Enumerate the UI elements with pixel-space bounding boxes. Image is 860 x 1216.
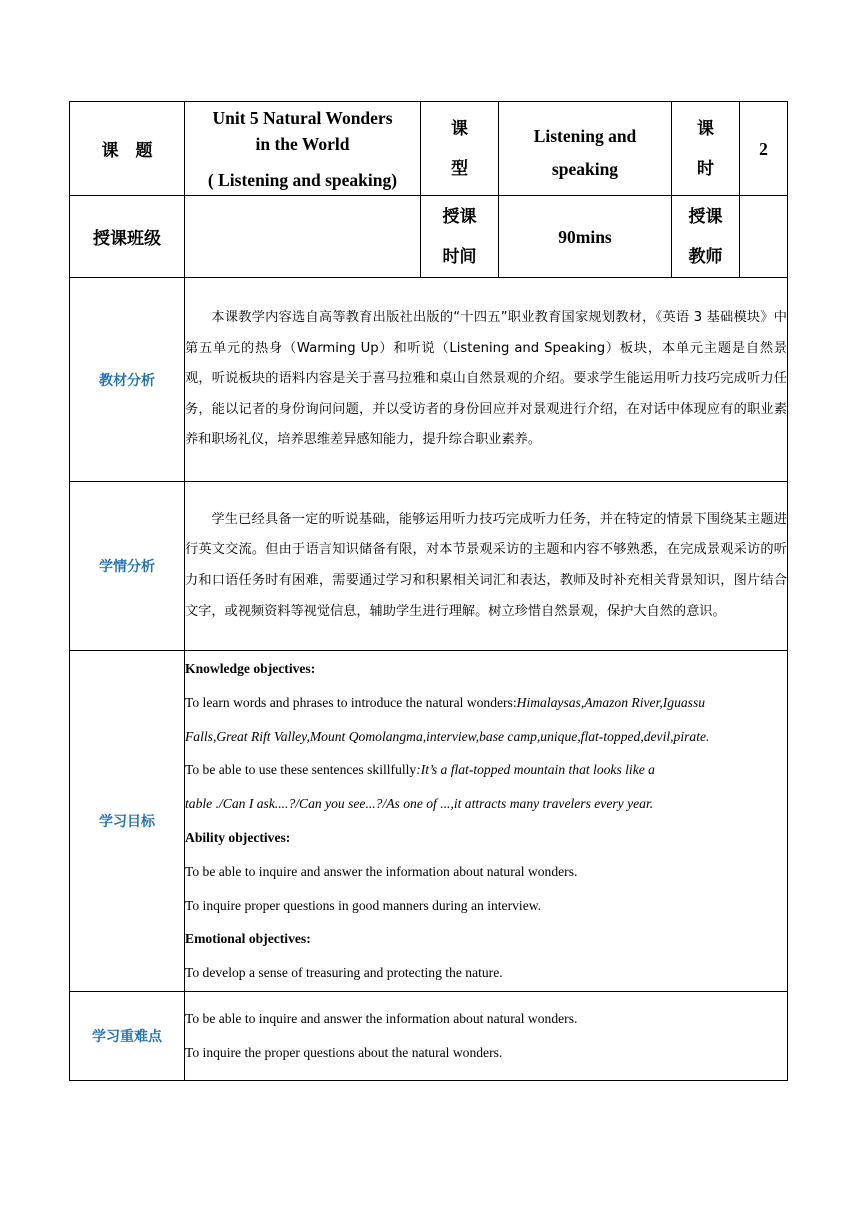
ability-line-2: To inquire proper questions in good manners during an interview. bbox=[185, 897, 542, 913]
k2-sentences-a: :It’s a flat-topped mountain that looks like a bbox=[416, 762, 655, 778]
objectives-label: 学习目标 bbox=[70, 651, 185, 992]
ability-line-1: To be able to inquire and answer the information about natural wonders. bbox=[185, 863, 578, 879]
hours-label-cell bbox=[672, 102, 740, 196]
textbook-label: 教材分析 bbox=[70, 278, 185, 482]
topic-label: 课 题 bbox=[70, 102, 185, 196]
type-value-1: Listening and bbox=[533, 125, 637, 146]
k1-words-b: Falls,Great Rift Valley,Mount Qomolangma,interview,base camp,unique,flat-topped,devil,pirate. bbox=[185, 728, 710, 744]
students-label: 学情分析 bbox=[70, 482, 185, 651]
time-label-2: 时间 bbox=[442, 246, 477, 267]
knowledge-line-2 bbox=[185, 720, 787, 754]
knowledge-line-1 bbox=[185, 686, 787, 720]
type-value-2: speaking bbox=[551, 158, 619, 179]
row-key-points bbox=[70, 992, 788, 1081]
key-point-1: To be able to inquire and answer the information about natural wonders. bbox=[185, 1011, 578, 1027]
teacher-label-1: 授课 bbox=[688, 206, 723, 227]
k2-prefix: To be able to use these sentences skillfully bbox=[185, 762, 417, 778]
textbook-text: 本课教学内容选自高等教育出版社出版的“十四五”职业教育国家规划教材，《英语 3 基础模块》中第五单元的热身（Warming Up）和听说（Listening and Speaking）板块，本单元主题是自然景观，听说板块的语料内容是关于喜马拉雅和桌山自然景观的介绍。要求学生能运用听力技巧完成听力任务，能以记者的身份询问问题，并以受访者的身份回应并对景观进行介绍，在对话中体现应有的职业素养和职场礼仪，培养思维差异感知能力，提升综合职业素养。 bbox=[185, 310, 787, 448]
row-class bbox=[70, 196, 788, 278]
knowledge-line-4 bbox=[185, 787, 787, 821]
topic-title-line3: ( Listening and speaking) bbox=[207, 169, 398, 190]
hours-label-2: 时 bbox=[697, 158, 714, 179]
emotional-heading: Emotional objectives: bbox=[185, 931, 311, 947]
textbook-analysis bbox=[185, 278, 788, 482]
time-label-1: 授课 bbox=[442, 206, 477, 227]
k1-prefix: To learn words and phrases to introduce the natural wonders: bbox=[185, 694, 517, 710]
key-points-content bbox=[185, 992, 788, 1081]
ability-heading: Ability objectives: bbox=[185, 830, 291, 845]
key-points-label: 学习重难点 bbox=[70, 992, 185, 1081]
row-textbook bbox=[70, 278, 788, 482]
topic-title-cell bbox=[185, 102, 421, 196]
teacher-value bbox=[740, 196, 788, 278]
type-value-cell bbox=[499, 102, 672, 196]
row-students bbox=[70, 482, 788, 651]
teacher-label-2: 教师 bbox=[688, 246, 723, 267]
topic-title-line1: Unit 5 Natural Wonders bbox=[212, 107, 393, 128]
students-analysis bbox=[185, 482, 788, 651]
class-label: 授课班级 bbox=[70, 196, 185, 278]
type-label-2: 型 bbox=[451, 158, 468, 179]
k2-sentences-b: table ./Can I ask....?/Can you see...?/As one of ...,it attracts many travelers every year. bbox=[185, 796, 654, 812]
objectives-content bbox=[185, 651, 788, 992]
students-text: 学生已经具备一定的听说基础，能够运用听力技巧完成听力任务，并在特定的情景下围绕某主题进行英文交流。但由于语言知识储备有限，对本节景观采访的主题和内容不够熟悉，在完成景观采访的听力和口语任务时有困难，需要通过学习和积累相关词汇和表达，教师及时补充相关背景知识，图片结合文字，或视频资料等视觉信息，辅助学生进行理解。树立珍惜自然景观，保护大自然的意识。 bbox=[185, 511, 787, 619]
k1-words-a: Himalaysas,Amazon River,Iguassu bbox=[516, 694, 706, 710]
row-topic bbox=[70, 102, 788, 196]
type-label-1: 课 bbox=[451, 118, 468, 139]
knowledge-line-3 bbox=[185, 753, 787, 787]
time-value: 90mins bbox=[499, 196, 672, 278]
knowledge-heading: Knowledge objectives: bbox=[185, 661, 316, 677]
teacher-label-cell bbox=[672, 196, 740, 278]
type-label-cell bbox=[421, 102, 499, 196]
key-point-2: To inquire the proper questions about the natural wonders. bbox=[185, 1045, 503, 1060]
hours-label-1: 课 bbox=[697, 118, 714, 139]
topic-title-line2: in the World bbox=[255, 133, 350, 154]
time-label-cell bbox=[421, 196, 499, 278]
lesson-plan-table bbox=[69, 101, 788, 1081]
hours-value: 2 bbox=[740, 102, 788, 196]
row-objectives bbox=[70, 651, 788, 992]
class-value bbox=[185, 196, 421, 278]
emotional-line-1: To develop a sense of treasuring and protecting the nature. bbox=[185, 965, 503, 981]
